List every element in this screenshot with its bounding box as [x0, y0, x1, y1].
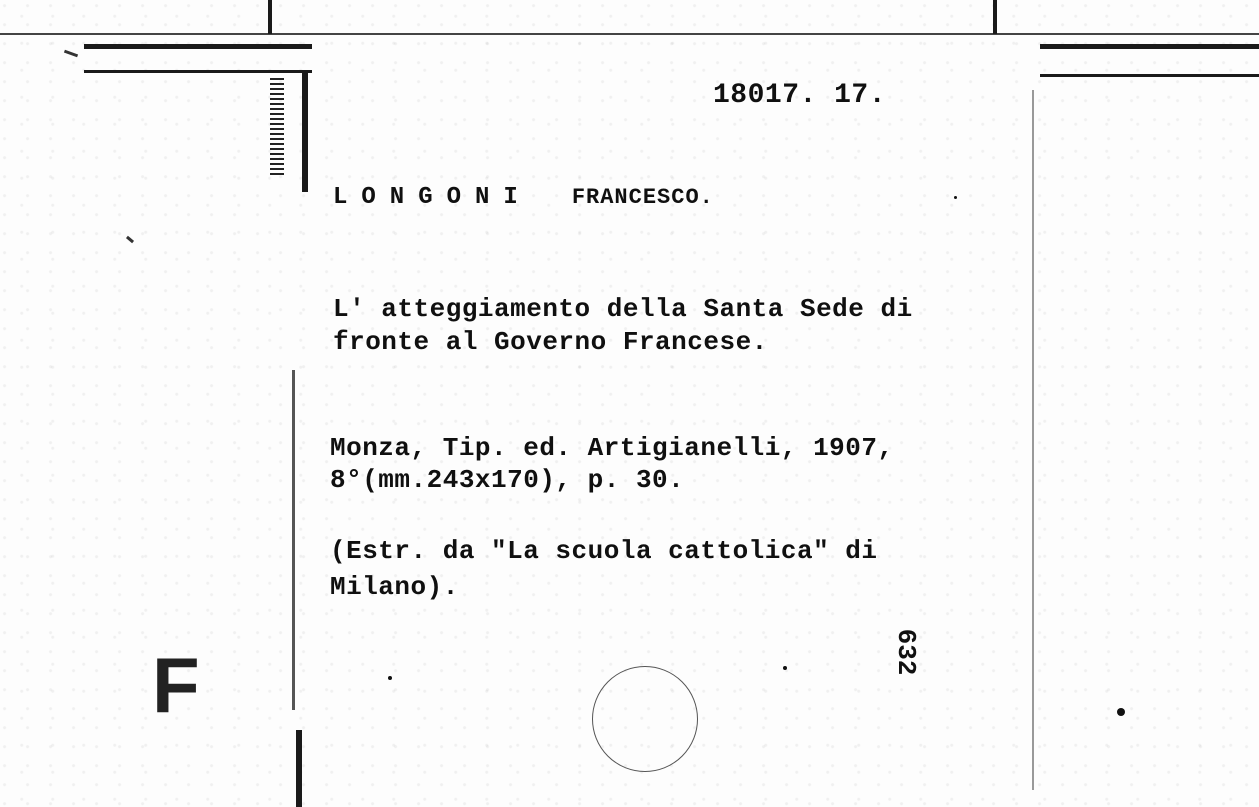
- note-line-1: (Estr. da "La scuola cattolica" di: [330, 536, 878, 566]
- ink-dot: [954, 196, 957, 199]
- card-top-edge-left: [84, 44, 312, 49]
- margin-letter: F: [152, 641, 200, 729]
- card-top-edge-right: [1040, 44, 1259, 49]
- imprint-line-2: 8°(mm.243x170), p. 30.: [330, 465, 685, 495]
- top-right-tick: [993, 0, 997, 34]
- card-right-edge: [1032, 90, 1034, 790]
- card-left-hatch: [270, 78, 284, 178]
- ink-dot: [1117, 708, 1125, 716]
- top-left-tick: [268, 0, 272, 34]
- card-left-edge-upper: [302, 70, 308, 192]
- author-surname: LONGONI: [333, 184, 532, 211]
- stamped-number: 632: [891, 628, 921, 676]
- author-line: [333, 184, 714, 211]
- ink-dot: [783, 666, 787, 670]
- card-left-edge: [292, 370, 295, 710]
- imprint-line-1: Monza, Tip. ed. Artigianelli, 1907,: [330, 433, 894, 463]
- author-given-name: FRANCESCO.: [571, 185, 714, 210]
- card-top-edge-right-lower: [1040, 74, 1259, 77]
- call-number: 18017. 17.: [713, 80, 887, 111]
- card-left-edge-lower: [296, 730, 302, 807]
- ink-dot: [388, 676, 392, 680]
- card-top-edge-left-lower: [84, 70, 312, 73]
- title-line-1: L' atteggiamento della Santa Sede di: [333, 294, 913, 324]
- top-border-line: [0, 33, 1259, 35]
- title-line-2: fronte al Governo Francese.: [333, 327, 768, 357]
- note-line-2: Milano).: [330, 572, 459, 602]
- punch-hole-circle: [592, 666, 698, 772]
